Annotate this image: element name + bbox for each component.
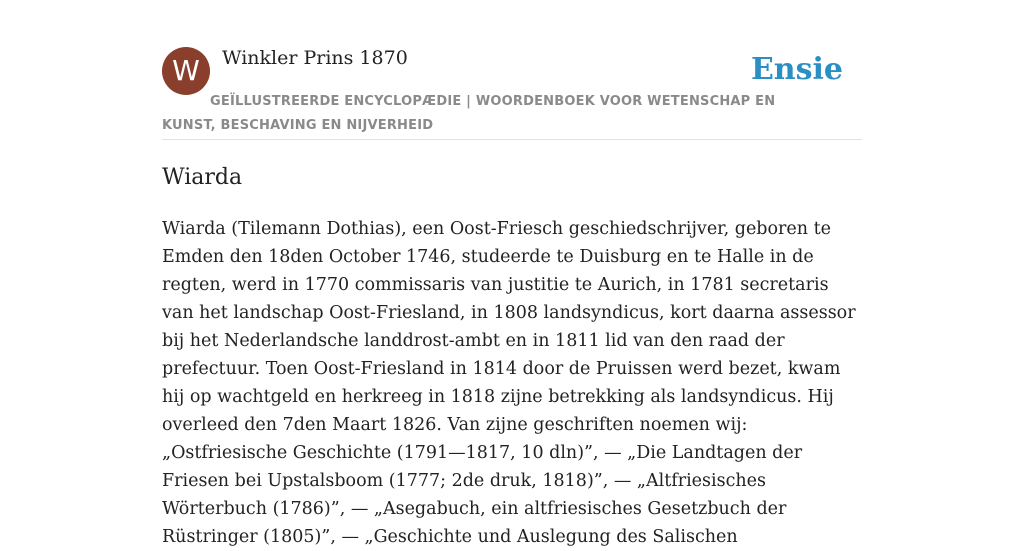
entry-title: Wiarda bbox=[162, 165, 243, 190]
ensie-logo[interactable]: Ensie bbox=[750, 52, 843, 87]
source-title-link[interactable]: Winkler Prins 1870 bbox=[222, 47, 408, 69]
source-subtitle: GEÏLLUSTREERDE ENCYCLOPÆDIE | WOORDENBOEK VOOR WETENSCHAP EN KUNST, BESCHAVING EN NIJVERHEID bbox=[162, 94, 776, 133]
source-avatar[interactable]: W bbox=[162, 47, 210, 95]
header bbox=[162, 46, 862, 140]
entry-body: Wiarda (Tilemann Dothias), een Oost-Friesch geschiedschrijver, geboren te Emden den 18den October 1746, studeerde te Duisburg en te Halle in de regten, werd in 1770 commissaris van justitie te Aurich, in 1781 secretaris van het landschap Oost-Friesland, in 1808 landsyndicus, kort daarna assessor bij het Nederlandsche landdrost-ambt en in 1811 lid van den raad der prefectuur. Toen Oost-Friesland in 1814 door de Pruissen werd bezet, kwam hij op wachtgeld en herkreeg in 1818 zijne betrekking als landsyndicus. Hij overleed den 7den Maart 1826. Van zijne geschriften noemen wij: „Ostfriesische Geschichte (1791—1817, 10 dln)”, — „Die Landtagen der Friesen bei Upstalsboom (1777; 2de druk, 1818)”, — „Altfriesisches Wörterbuch (1786)”, — „Asegabuch, ein altfriesisches Gesetzbuch der Rüstringer (1805)”, — „Geschichte und Auslegung des Salischen bbox=[162, 219, 856, 547]
